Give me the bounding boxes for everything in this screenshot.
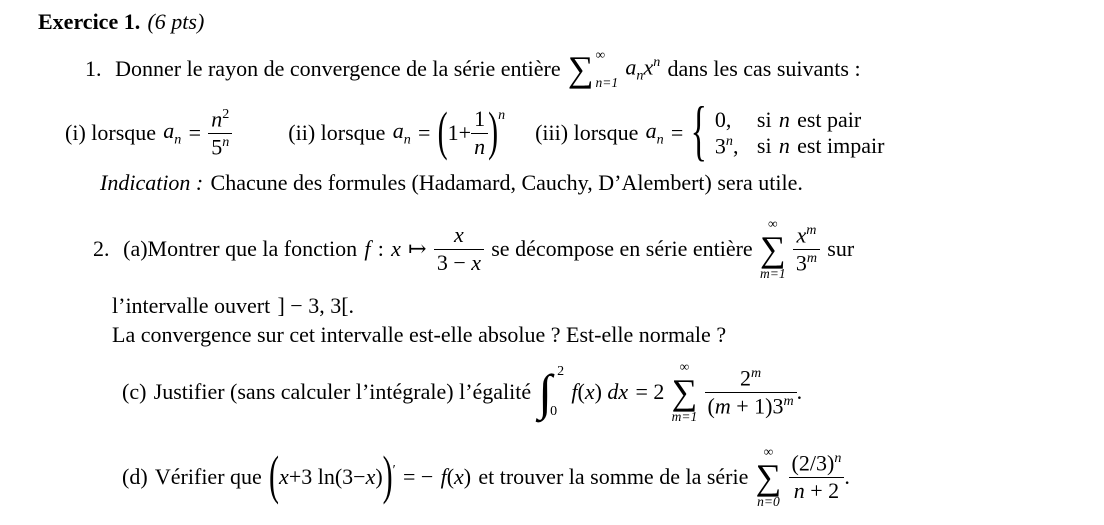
prime-mark: ′ xyxy=(392,463,396,478)
sum-m1-inf xyxy=(760,216,786,281)
fraction-denominator: n xyxy=(474,133,486,159)
expr-x2: x xyxy=(365,464,376,489)
num-exp: 2 xyxy=(222,105,230,122)
close-paren: ) xyxy=(382,446,393,506)
sum-lower-limit: m=1 xyxy=(759,266,786,282)
num-x: x xyxy=(796,221,807,247)
case-i-label: (i) lorsque xyxy=(65,120,157,145)
var-a: a xyxy=(645,117,657,143)
sum-symbol: ∑ xyxy=(755,456,782,497)
case-i xyxy=(65,107,232,160)
row-var: n xyxy=(778,132,790,158)
function-fraction xyxy=(434,223,484,275)
item-2-number: 2. xyxy=(93,236,110,261)
part-c-label: (c) xyxy=(122,379,147,404)
series-term-fraction xyxy=(705,366,797,419)
open-paren: ( xyxy=(446,464,455,489)
f: f xyxy=(440,464,447,489)
case-ii xyxy=(288,102,506,162)
expr-mid: +3 ln(3− xyxy=(288,464,366,489)
integrand-f: f xyxy=(571,379,578,404)
sum-limits xyxy=(596,47,619,91)
den-exp: n xyxy=(222,133,230,150)
exercise-points: (6 pts) xyxy=(147,9,205,34)
close-paren: ) xyxy=(463,464,472,489)
val-3: 3 xyxy=(714,133,726,159)
series-term-fraction xyxy=(789,451,845,504)
item-c-line xyxy=(122,350,1104,434)
open-paren: ( xyxy=(577,379,585,404)
sum-lower-limit: m=1 xyxy=(671,409,698,425)
sum-lower-limit: n=0 xyxy=(757,494,780,510)
den-m: m xyxy=(714,392,731,418)
series-term-fraction xyxy=(793,223,820,276)
case-iii-equals: = xyxy=(670,119,684,145)
expr-pre: 1+ xyxy=(447,120,472,145)
colon: : xyxy=(377,236,384,261)
num-exp: m xyxy=(751,364,762,381)
part-d-label: (d) xyxy=(122,464,148,489)
row-value xyxy=(715,133,757,159)
piecewise-rows xyxy=(715,107,885,159)
var-a-sub: n xyxy=(174,131,182,148)
indication-text: Chacune des formules (Hadamard, Cauchy, D’Alembert) sera utile. xyxy=(210,170,803,195)
sum-n1-inf xyxy=(568,47,618,91)
piecewise-row-odd xyxy=(715,133,885,159)
interval-text: l’intervalle ouvert xyxy=(112,293,271,318)
fraction-numerator xyxy=(705,366,797,393)
case-ii-var xyxy=(393,118,411,148)
var-x: x xyxy=(391,236,401,261)
item-d-line xyxy=(122,434,1104,520)
var-a: a xyxy=(163,117,175,143)
case-i-fraction xyxy=(208,107,232,160)
case-ii-expression xyxy=(437,102,506,162)
open-paren: ( xyxy=(269,446,280,506)
expr-x: x xyxy=(279,464,289,489)
val-exp: n xyxy=(725,132,733,149)
fraction-numerator xyxy=(208,107,232,134)
case-iii-label: (iii) lorsque xyxy=(535,119,639,145)
sum-upper-limit: ∞ xyxy=(595,47,606,62)
num-exp: m xyxy=(806,221,817,238)
term-a: a xyxy=(625,53,637,79)
sentence-period: . xyxy=(844,464,850,489)
item-d-text-after: et trouver la somme de la série xyxy=(478,464,749,489)
equals-two: = 2 xyxy=(635,379,665,404)
fraction-denominator xyxy=(208,134,232,160)
row-condition: est pair xyxy=(797,106,862,132)
derivative-expression xyxy=(269,446,396,506)
sum-lower-limit: n=1 xyxy=(595,75,619,90)
case-ii-label: (ii) lorsque xyxy=(288,120,386,145)
convergence-text: La convergence sur cet intervalle est-elle absolue ? Est-elle normale ? xyxy=(112,322,727,347)
sum-symbol: ∑ xyxy=(671,371,698,412)
integral-limits xyxy=(552,364,564,420)
fraction-denominator xyxy=(705,393,797,419)
indication-line xyxy=(100,168,1104,198)
piecewise-row-even xyxy=(715,107,885,133)
item-2a-text-before: Montrer que la fonction xyxy=(147,236,358,261)
sum-n0-inf xyxy=(756,444,782,509)
fraction-denominator xyxy=(789,478,845,504)
left-brace: { xyxy=(690,95,707,169)
equals-minus: = − xyxy=(402,464,434,489)
indication-label: Indication : xyxy=(100,170,204,195)
function-f: f xyxy=(364,236,371,261)
part-a-label: (a) xyxy=(123,236,148,261)
fraction-numerator: x xyxy=(434,223,484,250)
integral-lower-limit: 0 xyxy=(550,404,558,419)
fraction-denominator xyxy=(793,250,820,276)
num-n: n xyxy=(211,105,223,131)
piecewise-definition xyxy=(690,95,885,169)
minus-f-x xyxy=(441,464,472,490)
case-iii xyxy=(535,95,885,169)
num-exp: n xyxy=(834,449,842,466)
item-2a-line xyxy=(93,206,1104,292)
interval-notation: ] − 3, 3[. xyxy=(277,293,355,318)
open-paren: ( xyxy=(437,102,448,162)
item-2a-text-mid: se décompose en série entière xyxy=(491,236,753,261)
fraction-numerator xyxy=(789,451,845,478)
term-x-sup: n xyxy=(653,53,661,70)
exercise-title xyxy=(38,8,1104,36)
den-3-minus: 3 − xyxy=(436,249,466,275)
sum-symbol: ∑ xyxy=(567,49,594,89)
close-paren: ) xyxy=(488,102,499,162)
den-x: x xyxy=(471,249,481,275)
general-term xyxy=(625,54,660,85)
row-si: si xyxy=(756,132,772,158)
item-1-number: 1. xyxy=(85,56,102,81)
den-mid: + 1)3 xyxy=(730,392,784,418)
cases-line xyxy=(65,95,1104,169)
num-two-thirds: (2/3) xyxy=(791,450,835,476)
var-a: a xyxy=(392,117,404,143)
dx: dx xyxy=(607,379,629,404)
var-a-sub: n xyxy=(656,131,664,148)
row-si: si xyxy=(756,106,772,132)
sum-symbol: ∑ xyxy=(759,228,786,269)
fraction-numerator: 1 xyxy=(471,107,488,134)
row-condition: est impair xyxy=(797,132,885,158)
term-x: x xyxy=(643,53,654,79)
convergence-line xyxy=(112,320,1104,350)
close-paren: ) xyxy=(594,379,602,404)
item-1-text-after: dans les cas suivants : xyxy=(667,56,861,81)
item-d-text-before: Vérifier que xyxy=(154,464,262,489)
interval-line xyxy=(112,292,1104,320)
item-c-text-before: Justifier (sans calculer l’intégrale) l’égalité xyxy=(153,379,532,404)
den-n: n xyxy=(793,477,805,503)
integral-symbol: ∫ xyxy=(538,363,553,420)
den-5: 5 xyxy=(211,133,223,159)
num-2: 2 xyxy=(740,364,751,390)
var-a-sub: n xyxy=(403,131,411,148)
sum-upper-limit: ∞ xyxy=(767,216,778,232)
sum-upper-limit: ∞ xyxy=(679,359,690,375)
den-rest: + 2 xyxy=(804,477,840,503)
paren-exponent: n xyxy=(498,107,506,123)
den-3: 3 xyxy=(795,249,807,275)
integrand-x: x xyxy=(584,379,595,404)
term-a-sub: n xyxy=(636,67,644,84)
item-1-text-before: Donner le rayon de convergence de la série entière xyxy=(115,56,561,81)
den-exp: m xyxy=(806,249,818,266)
x: x xyxy=(454,464,464,489)
row-var: n xyxy=(778,106,790,132)
item-2a-text-after: sur xyxy=(827,236,855,261)
den-open: ( xyxy=(707,392,715,418)
inner-close-paren: ) xyxy=(375,464,383,489)
integral-upper-limit: 2 xyxy=(557,364,565,379)
case-i-var xyxy=(163,118,181,148)
fraction-denominator xyxy=(434,250,484,276)
item-1-line xyxy=(85,40,1104,98)
fraction-numerator xyxy=(793,223,820,250)
val-comma: , xyxy=(732,133,739,159)
sum-upper-limit: ∞ xyxy=(763,444,774,460)
row-value: 0, xyxy=(714,106,732,132)
mapsto-symbol: ↦ xyxy=(408,236,427,261)
case-i-equals: = xyxy=(188,120,201,145)
den-exp: m xyxy=(783,392,794,409)
exercise-title-label: Exercice 1. xyxy=(38,9,141,34)
integral-0-2 xyxy=(538,364,564,420)
case-ii-equals: = xyxy=(418,120,431,145)
inner-fraction xyxy=(471,107,488,159)
case-iii-var xyxy=(646,118,664,148)
integrand xyxy=(571,379,628,405)
sentence-period: . xyxy=(796,379,803,404)
sum-m1-inf xyxy=(672,359,698,424)
